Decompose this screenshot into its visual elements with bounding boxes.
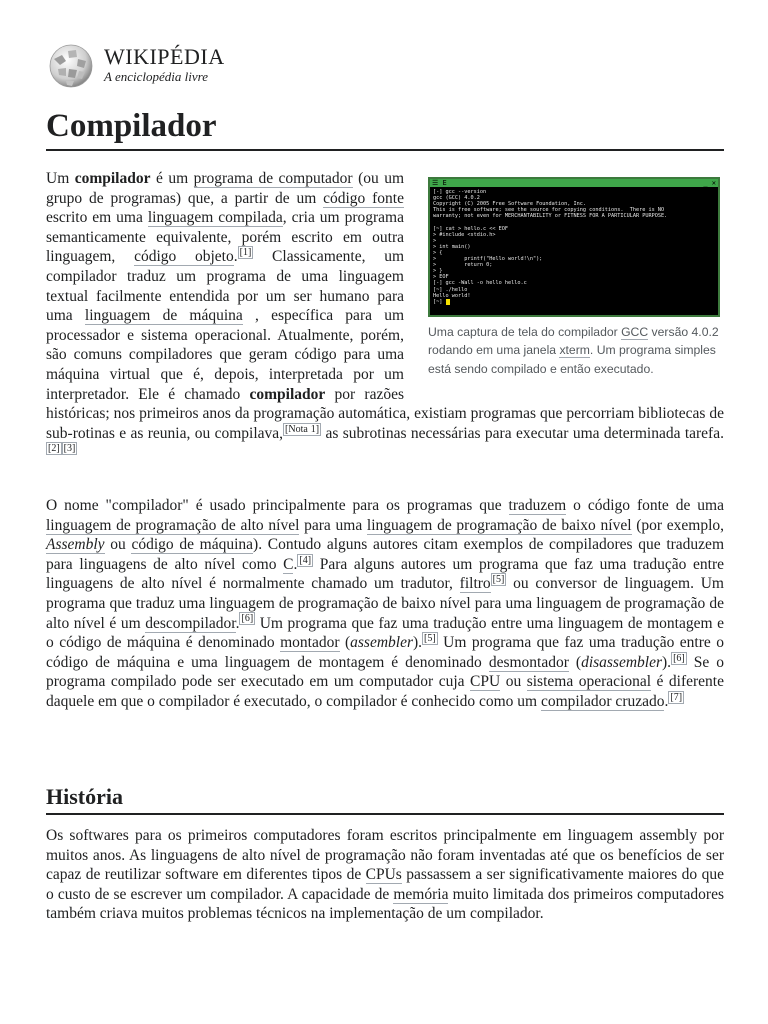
brand-tagline: A enciclopédia livre xyxy=(104,69,208,84)
terminal-screenshot[interactable] xyxy=(428,177,720,317)
link-linguagem-alto-nivel[interactable]: linguagem de programação de alto nível xyxy=(46,516,300,534)
reference-link[interactable]: [6] xyxy=(673,652,685,664)
link-memoria[interactable]: memória xyxy=(393,885,449,903)
link-gcc[interactable]: GCC xyxy=(621,325,649,339)
link-programa-de-computador[interactable]: programa de computador xyxy=(193,170,353,187)
note-link[interactable]: [Nota 1] xyxy=(285,423,320,435)
bold-term: compilador xyxy=(249,385,326,403)
link-assembly[interactable]: Assembly xyxy=(46,536,105,554)
section-heading-historia: História xyxy=(46,782,724,815)
reference-link[interactable]: [5] xyxy=(492,574,505,586)
link-sistema-operacional[interactable]: sistema operacional xyxy=(526,673,652,691)
link-cpus[interactable]: CPUs xyxy=(365,866,402,884)
link-desmontador[interactable]: desmontador xyxy=(488,653,569,671)
link-xterm[interactable]: xterm xyxy=(559,343,590,358)
reference-link[interactable]: [3] xyxy=(63,443,76,455)
link-montador[interactable]: montador xyxy=(280,634,340,652)
terminal-output xyxy=(430,187,718,307)
terminal-titlebar xyxy=(430,179,718,187)
page-title: Compilador xyxy=(46,104,724,151)
brand-wordmark[interactable]: WIKIPÉDIA xyxy=(104,44,225,69)
reference-link[interactable]: [6] xyxy=(241,613,254,625)
link-c[interactable]: C xyxy=(283,555,294,573)
cursor-icon xyxy=(446,299,450,305)
reference-link[interactable]: [1] xyxy=(239,247,252,259)
link-codigo-objeto[interactable]: código objeto xyxy=(134,248,234,266)
second-paragraph: O nome "compilador" é usado principalmente para os programas que traduzem o código fonte de uma linguagem de programação de alto nível para uma linguagem de programação de baixo nível (por exemplo, Assembly ou código de máquina). Contudo alguns autores citam exemplos de compiladores que traduzem para linguagens de alto nível como C. [4] Para alguns autores um programa que faz uma tradução entre linguagens de alto nível é normalmente chamado um tradutor, filtro [5] ou conversor de linguagem. Um programa que traduz uma linguagem de programação de baixo nível para uma linguagem de programação de alto nível é um descompilador. [6] Um programa que faz uma tradução entre uma linguagem de montagem e o código de máquina é denominado montador (assembler). [5] Um programa que faz uma tradução entre o código de máquina e uma linguagem de montagem é denominado desmontador (disassembler). [6] Se o programa compilado pode ser executado em um computador cuja CPU ou sistema operacional é diferente daquele em que o compilador é executado, o compilador é conhecido como um compilador cruzado. [7] xyxy=(46,497,725,710)
brand xyxy=(104,45,225,85)
menu-icon: ☰ E xyxy=(432,179,447,187)
link-linguagem-compilada[interactable]: linguagem compilada xyxy=(147,209,283,227)
bold-term: compilador xyxy=(74,170,151,187)
link-codigo-fonte[interactable]: código fonte xyxy=(323,189,404,207)
figure-caption: Uma captura de tela do compilador GCC versão 4.0.2 rodando em uma janela xterm. Um programa simples está sendo compilado e então executado. xyxy=(428,325,719,376)
reference-link[interactable]: [5] xyxy=(424,633,436,644)
wikipedia-globe-logo[interactable] xyxy=(44,41,98,89)
link-compilador-cruzado[interactable]: compilador cruzado xyxy=(540,692,665,710)
reference-link[interactable]: [2] xyxy=(48,443,60,455)
link-linguagem-de-maquina[interactable]: linguagem de máquina xyxy=(84,307,243,325)
link-filtro[interactable]: filtro xyxy=(459,575,491,593)
intro-paragraph: ☰ E _ ✕ [-] gcc --version gcc (GCC) 4.0.2 Copyright (C) 2005 Free Software Foundation, Inc. This is free software; see the source for copying conditions. There is NO warranty; not even for MERCHANTABILITY or FITNESS FOR A PARTICULAR PURPOSE. [~] cat > hello.c << EOF > #include <stdio.h> > > int main() > { > printf("Hello world!\n"); > return 0; > } > EOF [-] gcc -Wall -o hello hello.c [~] ./hello Hello world! [~] Uma captura de tela do compilador GCC versão 4.0.2 rodando em uma janela xterm. Um programa simples está sendo compilado e então executado. Um compilador é um programa de computador (ou um grupo de programas) que, a partir de um código fonte escrito em uma linguagem compilada, cria um programa semanticamente equivalente, porém escrito em outra linguagem, código objeto. [1] Classicamente, um compilador traduz um programa de uma linguagem textual facilmente entendida por um ser humano para uma linguagem de máquina , específica para um processador e sistema operacional. Atualmente, porém, são comuns compiladores que geram código para uma máquina virtual que é, depois, interpretada por um interpretador. Ele é chamado compilador por razões históricas; nos primeiros anos da programação automática, existiam programas que percorriam bibliotecas de sub-rotinas e as reunia, ou compilava, [Nota 1] as subrotinas necessárias para executar uma determinada tarefa.[2] [3] xyxy=(46,170,724,455)
thumbnail-figure xyxy=(428,177,724,378)
link-codigo-de-maquina[interactable]: código de máquina xyxy=(131,536,254,554)
reference-link[interactable]: [4] xyxy=(299,554,312,566)
reference-link[interactable]: [7] xyxy=(670,691,683,703)
history-paragraph: Os softwares para os primeiros computadores foram escritos principalmente em linguagem assembly por muitos anos. As linguagens de alto nível de programação não foram inventadas até que os benefícios de ser capaz de reutilizar software em diferentes tipos de CPUs passassem a ser significativamente maiores do que o custo de se escrever um compilador. A capacidade de memória muito limitada dos primeiros computadores também criava muitos problemas técnicos na implementação de um compilador. xyxy=(46,827,724,923)
link-linguagem-baixo-nivel[interactable]: linguagem de programação de baixo nível xyxy=(366,516,632,534)
link-cpu[interactable]: CPU xyxy=(470,673,501,691)
terminal-text: [-] gcc --version gcc (GCC) 4.0.2 Copyright (C) 2005 Free Software Foundation, Inc. This is free software; see the source for copying conditions. There is NO warranty; not even for MERCHANTABILITY or FITNESS FOR A PARTICULAR PURPOSE. [~] cat > hello.c << EOF > #include <stdio.h> > > int main() > { > printf("Hello world!\n"); > return 0; > } > EOF [-] gcc -Wall -o hello hello.c [~] ./hello Hello world! [~] xyxy=(433,189,668,305)
window-controls-icon: _ ✕ xyxy=(703,179,716,187)
link-traduzem[interactable]: traduzem xyxy=(508,497,567,514)
site-header xyxy=(44,40,225,90)
link-descompilador[interactable]: descompilador xyxy=(145,614,236,632)
